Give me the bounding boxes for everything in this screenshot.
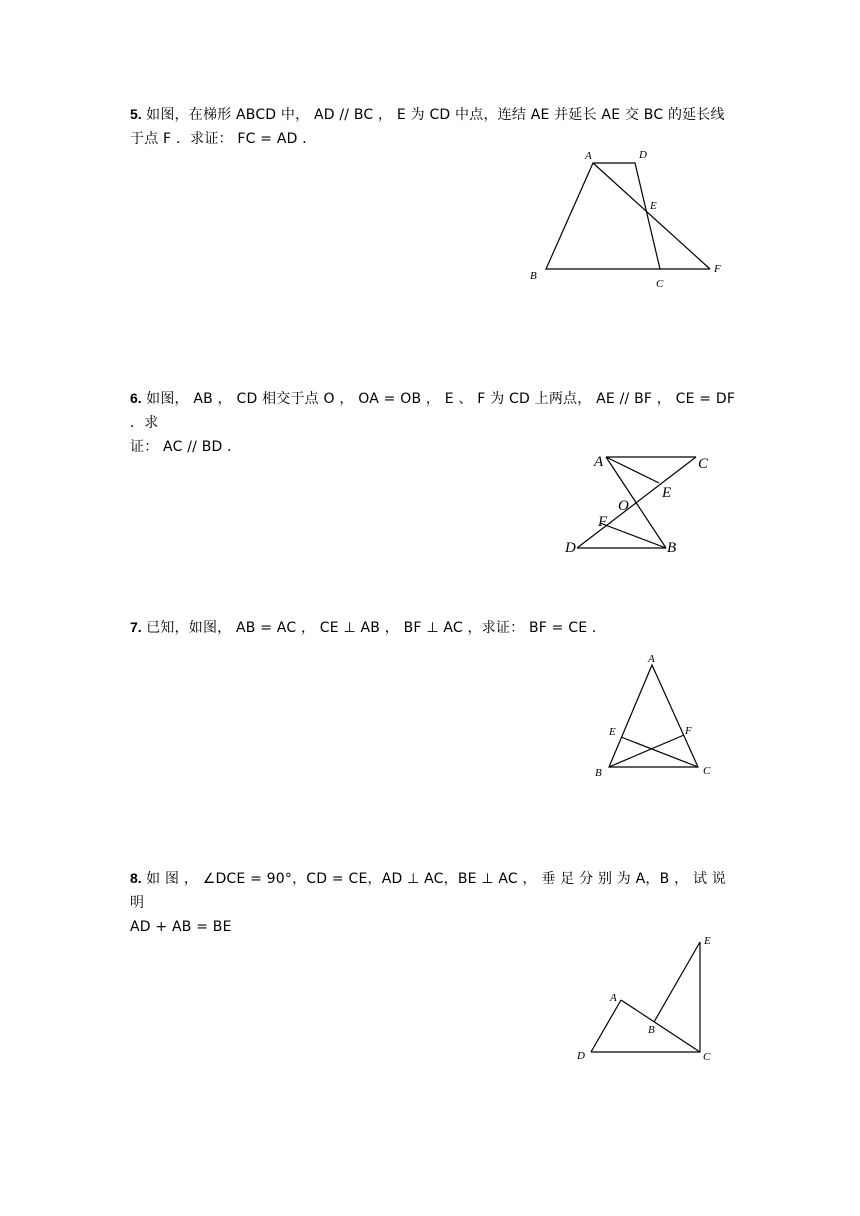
problem-5-line-2: 于点 F ．求证： FC = AD ．	[130, 131, 317, 147]
problem-text: 如图，在梯形 ABCD 中， AD // BC ， E 为 CD 中点，连结 AE 并延长 AE 交 BC 的延长线	[146, 107, 725, 123]
problem-8-line-2: AD + AB = BE	[130, 919, 232, 935]
figure-6-crossed-triangles	[560, 445, 720, 565]
triangle-abc	[609, 665, 698, 767]
label-b: B	[648, 1024, 655, 1036]
label-c: C	[703, 765, 711, 777]
problem-7-line-1	[130, 615, 736, 640]
figure-7-isosceles	[585, 645, 725, 790]
problem-6-line-1	[130, 386, 736, 435]
problem-number: 7.	[130, 619, 142, 635]
label-f: F	[598, 514, 608, 530]
label-a: A	[648, 653, 655, 665]
problem-8-line-1	[130, 866, 736, 915]
segment-fb	[600, 523, 666, 548]
trapezoid-abcd	[546, 163, 660, 269]
problem-number: 8.	[130, 870, 142, 886]
figure-8-right-triangles	[570, 925, 730, 1070]
label-c: C	[698, 456, 709, 472]
label-o: O	[618, 498, 629, 514]
problem-text: 已知，如图， AB = AC ， CE ⊥ AB ， BF ⊥ AC ，求证： BF = CE ．	[146, 620, 607, 636]
label-c: C	[656, 278, 664, 290]
problem-5-line-1	[130, 102, 736, 127]
problem-text: 如图， AB ， CD 相交于点 O ， OA = OB ， E 、 F 为 CD 上两点， AE // BF ， CE = DF ．求	[130, 391, 736, 431]
segment-af	[593, 163, 710, 269]
label-b: B	[595, 767, 602, 779]
label-e: E	[609, 726, 616, 738]
segment-da	[591, 1000, 621, 1052]
label-d: D	[565, 540, 576, 556]
label-f: F	[685, 725, 692, 737]
segment-eb	[654, 942, 700, 1022]
label-e: E	[662, 485, 672, 501]
segment-cd	[577, 457, 696, 548]
segment-ac	[621, 1000, 700, 1052]
problem-text: 如 图 ， ∠DCE = 90°，CD = CE，AD ⊥ AC，BE ⊥ AC ， 垂 足 分 别 为 A，B ， 试 说 明	[130, 871, 726, 911]
label-b: B	[667, 540, 677, 556]
label-e: E	[650, 200, 657, 212]
label-b: B	[530, 270, 537, 282]
problem-7	[130, 615, 736, 640]
label-a: A	[610, 992, 617, 1004]
label-f: F	[714, 263, 721, 275]
label-a: A	[594, 454, 604, 470]
label-c: C	[703, 1051, 711, 1063]
figure-5-trapezoid	[520, 140, 740, 300]
label-e: E	[704, 935, 711, 947]
problem-6-line-2: 证： AC // BD ．	[130, 439, 242, 455]
path-d-c-e	[591, 942, 700, 1052]
problem-number: 5.	[130, 106, 142, 122]
label-a: A	[585, 150, 592, 162]
problem-number: 6.	[130, 390, 142, 406]
label-d: D	[639, 149, 647, 161]
label-d: D	[577, 1050, 585, 1062]
